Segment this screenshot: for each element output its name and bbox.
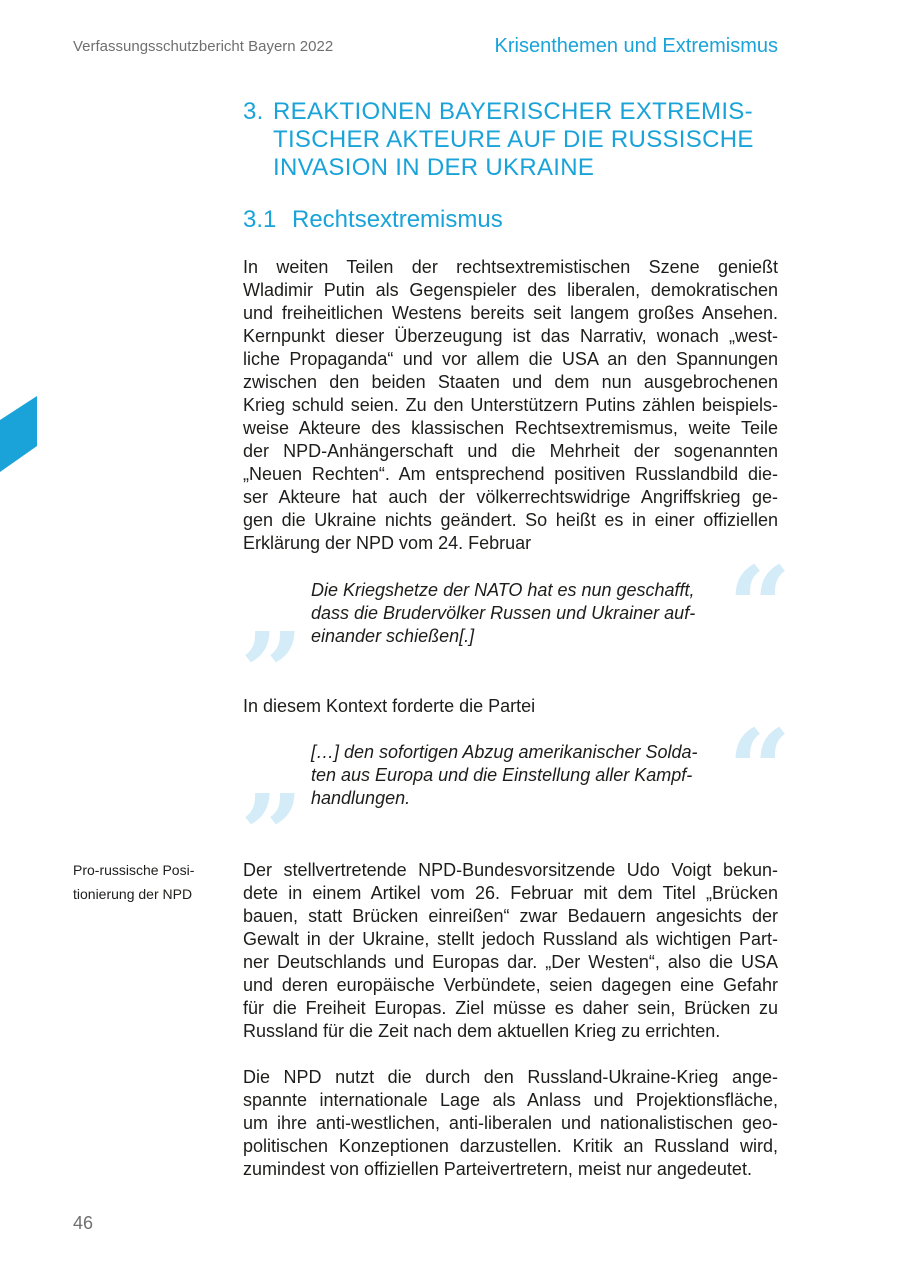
- text-line: Russland für die Zeit nach dem aktuellen Krieg zu errichten.: [243, 1021, 721, 1041]
- quote-line: einander schießen[.]: [311, 626, 475, 646]
- text-line: Kernpunkt dieser Überzeugung ist das Narrativ, wonach „west-: [243, 326, 778, 346]
- margin-note-line: tionierung der NPD: [73, 886, 193, 902]
- text-line: ser Akteure hat auch der völkerrechtswidrige Angriffskrieg ge-: [243, 487, 778, 507]
- running-header-right: Krisenthemen und Extremismus: [494, 35, 778, 57]
- paragraph-context: [243, 695, 778, 718]
- margin-note-line: Pro-russische Posi-: [73, 862, 195, 878]
- text-line: ner Deutschlands und Europas dar. „Der Westen“, also die USA: [243, 952, 778, 972]
- close-quote-mark: ”: [240, 608, 304, 737]
- text-line: zumindest von offiziellen Parteivertretern, meist nur angedeutet.: [243, 1159, 752, 1179]
- text-line: und deren europäische Verbündete, seien dagegen eine Gefahr: [243, 975, 778, 995]
- quote-line: handlungen.: [311, 788, 411, 808]
- margin-note: [73, 858, 194, 906]
- open-quote-mark: “: [728, 705, 792, 834]
- text-line: Erklärung der NPD vom 24. Februar: [243, 533, 532, 553]
- section-number: 3.1: [243, 206, 277, 233]
- running-header-left: Verfassungsschutzbericht Bayern 2022: [73, 38, 334, 55]
- text-line: der NPD-Anhängerschaft und die Mehrheit der sogenannten: [243, 441, 778, 461]
- text-line: liche Propaganda“ und vor allem die USA an den Spannungen: [243, 349, 778, 369]
- paragraph-npd-usage: [243, 1066, 778, 1181]
- quote-line: Die Kriegshetze der NATO hat es nun geschafft,: [311, 580, 695, 600]
- text-line: „Neuen Rechten“. Am entsprechend positiven Russlandbild die-: [243, 464, 778, 484]
- close-quote-mark: ”: [240, 770, 304, 899]
- chapter-title-line: TISCHER AKTEURE AUF DIE RUSSISCHE: [273, 126, 754, 153]
- chapter-title: [243, 98, 783, 182]
- text-line: Krieg schuld seien. Zu den Unterstützern Putins zählen beispiels-: [243, 395, 778, 415]
- paragraph-voigt: [243, 859, 778, 1043]
- text-line: weise Akteure des klassischen Rechtsextremismus, weite Teile: [243, 418, 778, 438]
- block-quote-party-demand: [311, 741, 716, 810]
- chapter-tab-marker: [0, 396, 38, 472]
- text-line: spannte internationale Lage als Anlass und Projektionsfläche,: [243, 1090, 778, 1110]
- page-number: 46: [73, 1213, 94, 1233]
- text-line: für die Freiheit Europas. Ziel müsse es daher sein, Brücken zu: [243, 998, 778, 1018]
- quote-line: dass die Brudervölker Russen und Ukrainer auf-: [311, 603, 696, 623]
- block-quote-npd: [311, 579, 716, 648]
- text-line: bauen, statt Brücken einreißen“ zwar Bedauern angesichts der: [243, 906, 778, 926]
- text-line: zwischen den beiden Staaten und dem nun ausgebrochenen: [243, 372, 778, 392]
- text-line: politischen Konzeptionen darzustellen. Kritik an Russland wird,: [243, 1136, 778, 1156]
- chapter-title-line: REAKTIONEN BAYERISCHER EXTREMIS-: [273, 98, 753, 125]
- text-line: Die NPD nutzt die durch den Russland-Ukraine-Krieg ange-: [243, 1067, 778, 1087]
- section-heading: Rechtsextremismus: [292, 206, 503, 233]
- section-title: [243, 206, 503, 234]
- text-line: In weiten Teilen der rechtsextremistischen Szene genießt: [243, 257, 778, 277]
- text-line: dete in einem Artikel vom 26. Februar mit dem Titel „Brücken: [243, 883, 778, 903]
- paragraph-intro: [243, 256, 778, 555]
- open-quote-mark: “: [728, 542, 792, 671]
- quote-line: […] den sofortigen Abzug amerikanischer Solda-: [311, 742, 698, 762]
- chapter-number: 3.: [243, 98, 264, 125]
- text-line: um ihre anti-westlichen, anti-liberalen und nationalistischen geo-: [243, 1113, 778, 1133]
- text-line: und freiheitlichen Westens bereits seit langem großes Ansehen.: [243, 303, 778, 323]
- quote-line: ten aus Europa und die Einstellung aller Kampf-: [311, 765, 693, 785]
- text-line: In diesem Kontext forderte die Partei: [243, 696, 536, 716]
- text-line: Der stellvertretende NPD-Bundesvorsitzende Udo Voigt bekun-: [243, 860, 778, 880]
- chapter-title-line: INVASION IN DER UKRAINE: [273, 154, 595, 181]
- text-line: gen die Ukraine nichts geändert. So heißt es in einer offiziellen: [243, 510, 778, 530]
- text-line: Wladimir Putin als Gegenspieler des liberalen, demokratischen: [243, 280, 778, 300]
- text-line: Gewalt in der Ukraine, stellt jedoch Russland als wichtigen Part-: [243, 929, 778, 949]
